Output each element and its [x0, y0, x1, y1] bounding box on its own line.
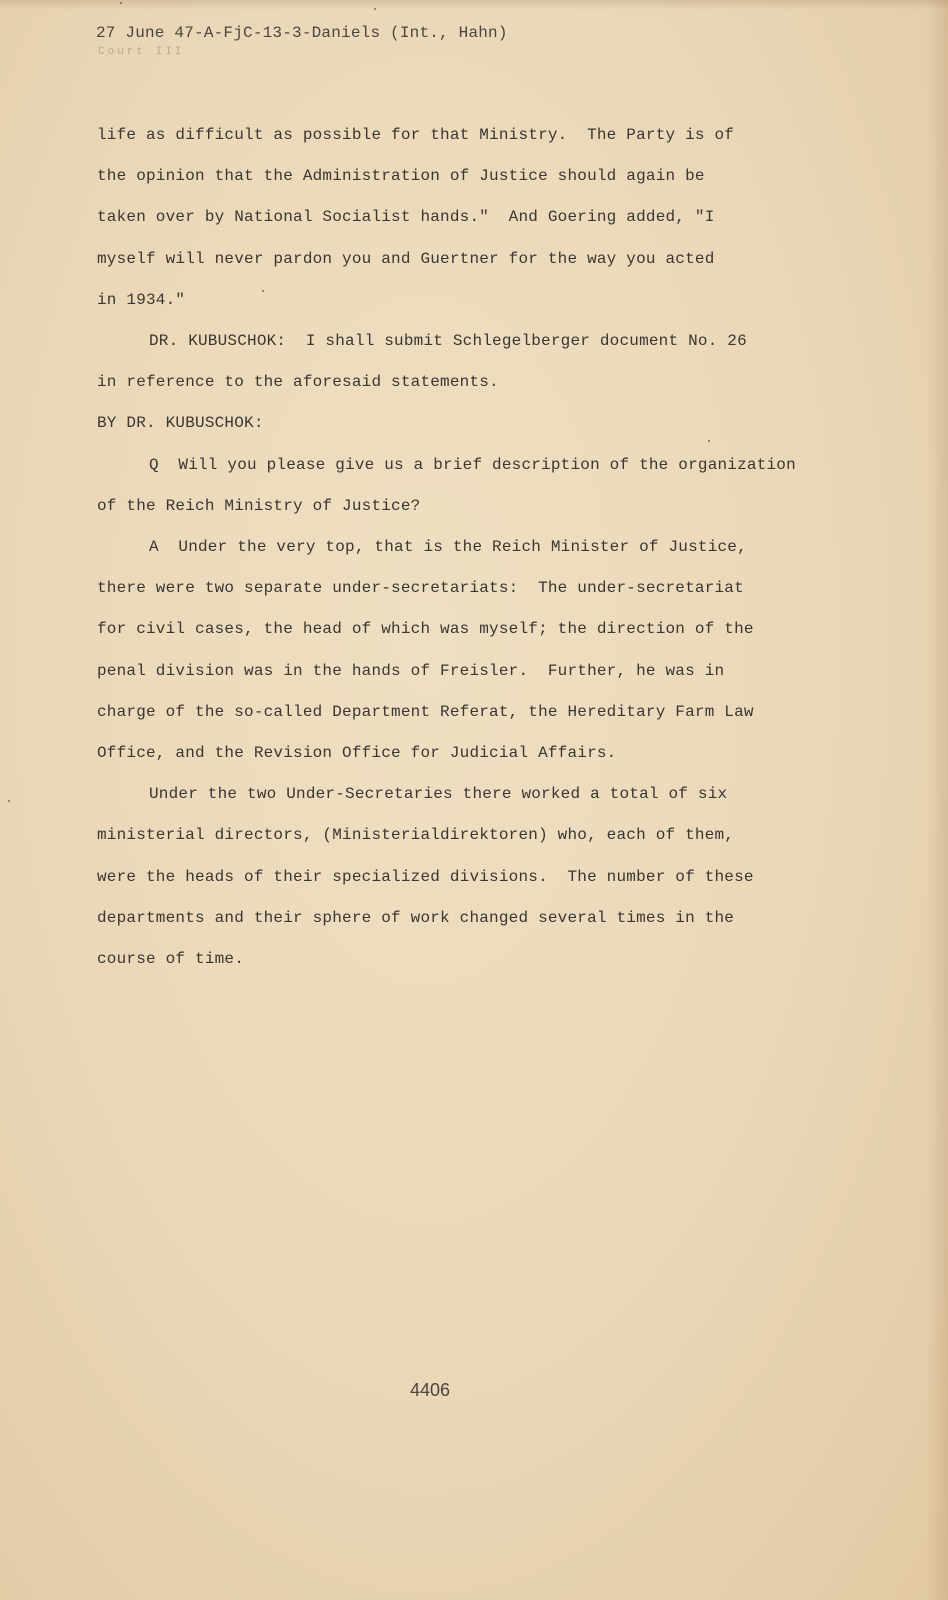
transcript-line: penal division was in the hands of Freisler. Further, he was in [97, 662, 725, 680]
page-header: 27 June 47-A-FjC-13-3-Daniels (Int., Hahn) [96, 24, 508, 42]
transcript-line: myself will never pardon you and Guertner for the way you acted [97, 250, 715, 268]
speck [262, 290, 264, 292]
speck [120, 2, 122, 4]
transcript-line: of the Reich Ministry of Justice? [97, 497, 421, 515]
page-header-court: Court III [98, 46, 185, 58]
transcript-line: charge of the so-called Department Referat, the Hereditary Farm Law [97, 703, 754, 721]
page-top-shadow [0, 0, 948, 10]
transcript-line: Q Will you please give us a brief description of the organization [149, 456, 796, 474]
speck [8, 800, 10, 802]
transcript-line: there were two separate under-secretariats: The under-secretariat [97, 579, 744, 597]
page-number: 4406 [410, 1380, 451, 1400]
transcript-line: ministerial directors, (Ministerialdirektoren) who, each of them, [97, 826, 735, 844]
transcript-line: Under the two Under-Secretaries there worked a total of six [149, 785, 728, 803]
transcript-line: the opinion that the Administration of Justice should again be [97, 167, 705, 185]
transcript-line: DR. KUBUSCHOK: I shall submit Schlegelberger document No. 26 [149, 332, 747, 350]
transcript-line: in reference to the aforesaid statements. [97, 373, 499, 391]
transcript-line: Office, and the Revision Office for Judicial Affairs. [97, 744, 617, 762]
transcript-line: life as difficult as possible for that Ministry. The Party is of [97, 126, 735, 144]
transcript-line: taken over by National Socialist hands." And Goering added, "I [97, 208, 715, 226]
transcript-line: in 1934." [97, 291, 186, 309]
transcript-line: were the heads of their specialized divisions. The number of these [97, 868, 754, 886]
transcript-line: A Under the very top, that is the Reich Minister of Justice, [149, 538, 747, 556]
transcript-line: BY DR. KUBUSCHOK: [97, 414, 264, 432]
transcript-line: departments and their sphere of work changed several times in the [97, 909, 735, 927]
speck [374, 8, 376, 10]
transcript-line: course of time. [97, 950, 245, 968]
page-right-shadow [926, 0, 948, 1600]
speck [708, 440, 710, 442]
transcript-line: for civil cases, the head of which was myself; the direction of the [97, 620, 754, 638]
